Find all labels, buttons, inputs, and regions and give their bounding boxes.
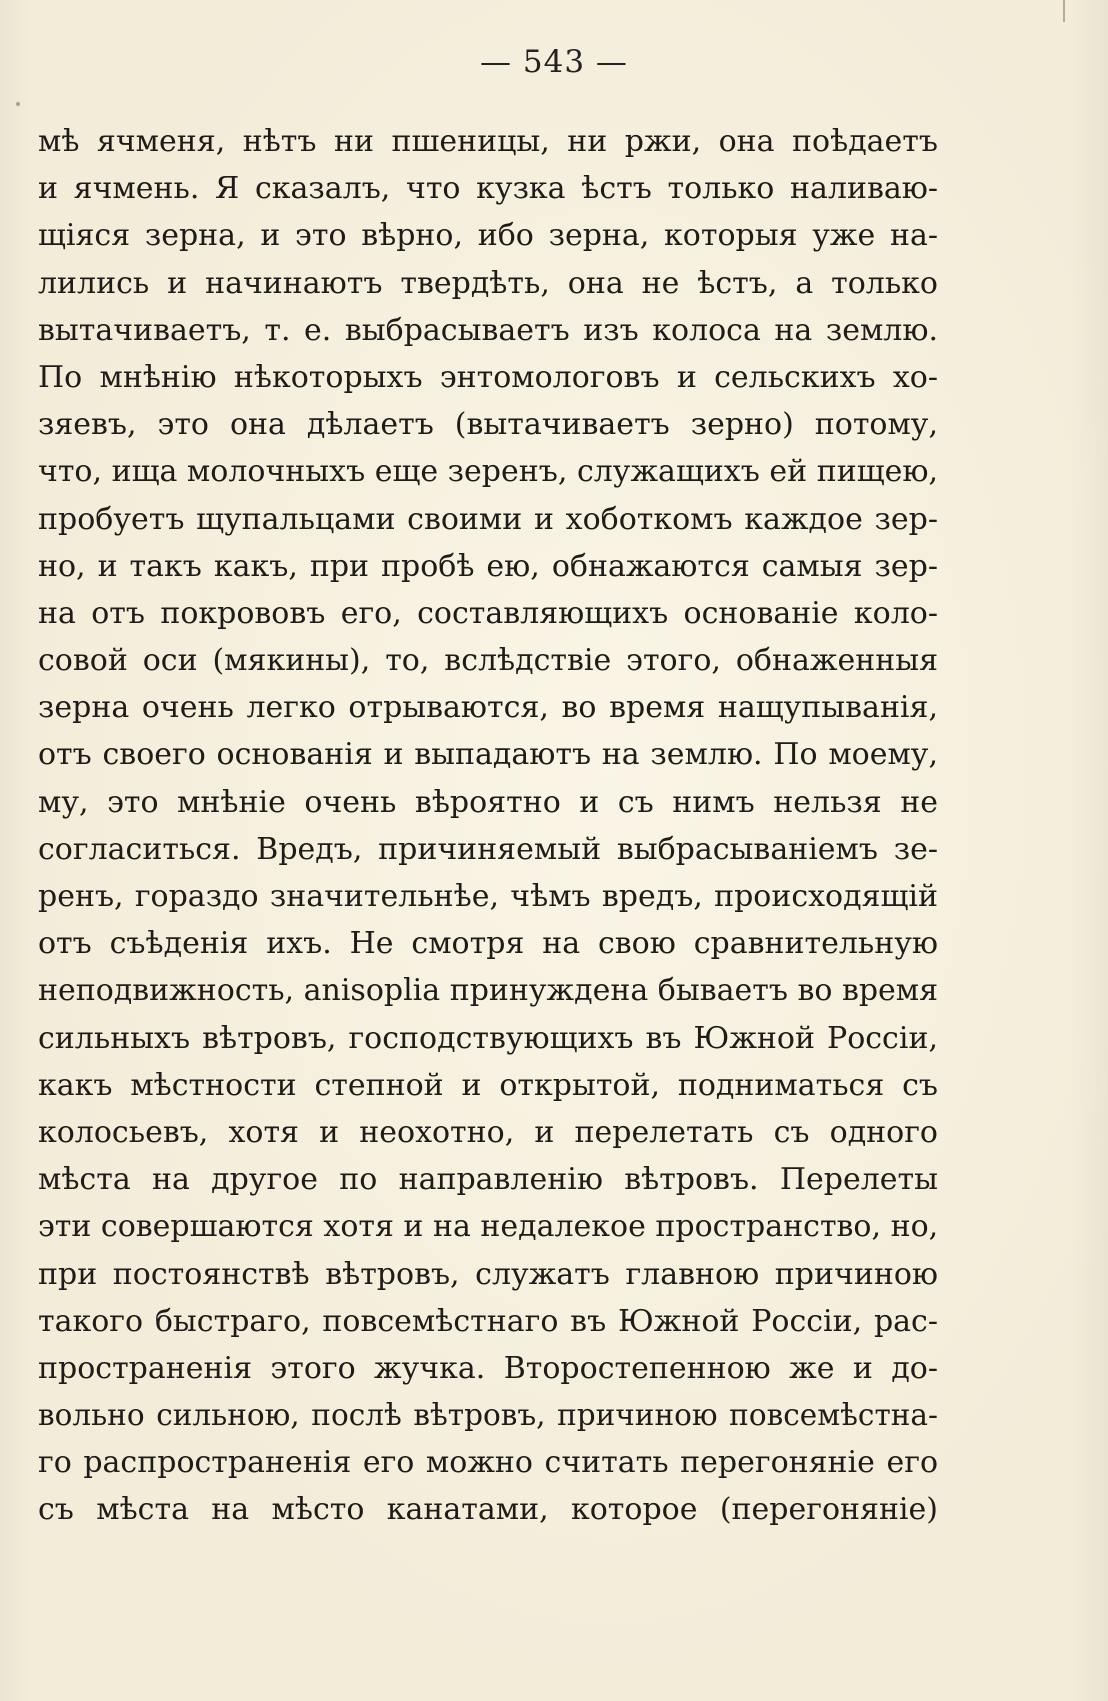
text-line: вытачиваетъ, т. е. выбрасываетъ изъ колоса на землю. (38, 312, 938, 348)
text-line: пробуетъ щупальцами своими и хоботкомъ каждое зер- (38, 501, 938, 537)
text-line: и ячмень. Я сказалъ, что кузка ѣстъ только наливаю- (38, 171, 938, 207)
text-line: мѣ ячменя, нѣтъ ни пшеницы, ни ржи, она поѣдаетъ (38, 124, 938, 159)
text-line: совой оси (мякины), то, вслѣдствіе этого, обнаженныя (38, 643, 938, 679)
text-line: отъ съѣденія ихъ. Не смотря на свою сравнительную (38, 926, 938, 962)
text-line: вольно сильною, послѣ вѣтровъ, причиною повсемѣстна- (38, 1398, 938, 1433)
text-line: на отъ покрововъ его, составляющихъ основаніе коло- (38, 595, 938, 631)
text-line: пространенія этого жучка. Второстепенною же и до- (38, 1350, 938, 1386)
paper-spot (16, 102, 20, 106)
text-line: эти совершаются хотя и на недалекое пространство, но, (38, 1209, 939, 1245)
text-line: колосьевъ, хотя и неохотно, и перелетать съ одного (38, 1114, 938, 1150)
text-line: По мнѣнію нѣкоторыхъ энтомологовъ и сельскихъ хо- (38, 359, 938, 395)
text-line: ренъ, гораздо значительнѣе, чѣмъ вредъ, происходящій (38, 879, 938, 914)
scan-mark (1063, 0, 1065, 22)
text-line: съ мѣста на мѣсто канатами, которое (перегоняніе) (38, 1492, 938, 1528)
text-line: сильныхъ вѣтровъ, господствующихъ въ Южной Россіи, (38, 1020, 938, 1056)
text-line: лились и начинаютъ твердѣть, она не ѣстъ, а только (38, 265, 938, 301)
text-line: такого быстраго, повсемѣстнаго въ Южной Россіи, рас- (38, 1303, 938, 1339)
body-text (38, 118, 938, 1534)
text-line: зяевъ, это она дѣлаетъ (вытачиваетъ зерно) потому, (38, 407, 938, 443)
text-line: какъ мѣстности степной и открытой, подниматься съ (38, 1067, 938, 1103)
text-line: согласиться. Вредъ, причиняемый выбрасываніемъ зе- (38, 831, 938, 867)
text-line: при постоянствѣ вѣтровъ, служатъ главною причиною (38, 1256, 938, 1292)
text-line: го распространенія его можно считать перегоняніе его (38, 1445, 938, 1481)
text-line: му, это мнѣніе очень вѣроятно и съ нимъ нельзя не (38, 784, 938, 820)
text-line: отъ своего основанія и выпадаютъ на землю. По моему, (38, 737, 938, 773)
text-line: мѣста на другое по направленію вѣтровъ. Перелеты (38, 1162, 938, 1198)
text-line: щіяся зерна, и это вѣрно, ибо зерна, которыя уже на- (38, 218, 938, 254)
page-number: — 543 — (480, 44, 628, 80)
text-line: неподвижность, anisoplia принуждена бываетъ во время (38, 973, 939, 1009)
text-line: но, и такъ какъ, при пробѣ ею, обнажаются самыя зер- (38, 548, 938, 584)
text-line: что, ища молочныхъ еще зеренъ, служащихъ ей пищею, (38, 454, 938, 490)
text-line: зерна очень легко отрываются, во время нащупыванія, (38, 690, 938, 726)
